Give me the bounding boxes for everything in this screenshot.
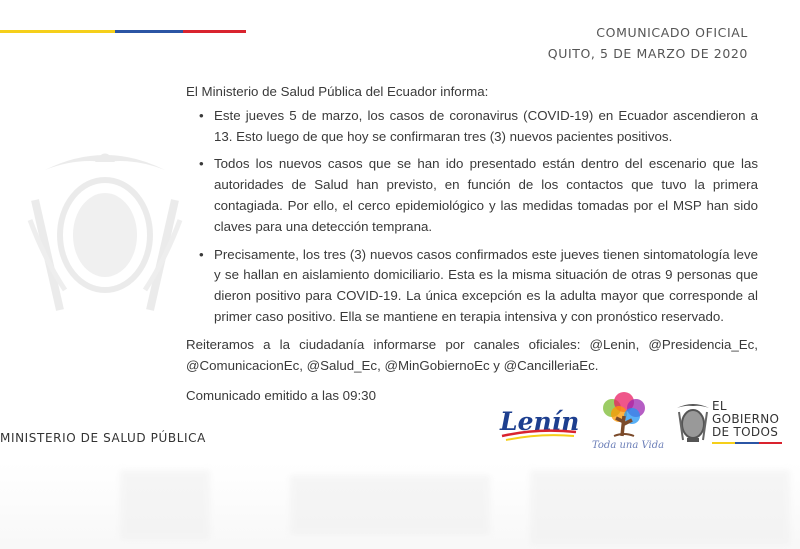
intro-text: El Ministerio de Salud Pública del Ecuador informa: xyxy=(186,84,489,99)
lenin-logo-text: Lenín xyxy=(500,407,580,436)
blurred-region xyxy=(530,470,790,545)
toda-una-vida-text: Toda una Vida xyxy=(592,440,665,451)
bullet-item: • Precisamente, los tres (3) nuevos casos confirmados este jueves tienen sintomatología leve y se hallan en aislamiento domiciliario. Esta es la misma situación de otras 9 personas que dieron positivo para COVID-19. La única excepción es la adulta mayor que corresponde al primer caso positivo. Ella se mantiene en terapia intensiva y con pronóstico reservado. xyxy=(186,245,758,328)
communique-body xyxy=(186,82,758,407)
coat-of-arms-icon xyxy=(25,140,185,320)
gob-flag-red xyxy=(759,442,782,444)
gob-line-2: GOBIERNO xyxy=(712,412,780,426)
flag-yellow xyxy=(0,30,115,33)
gob-line-1: EL xyxy=(712,399,727,413)
document-title: COMUNICADO OFICIAL xyxy=(596,25,748,40)
flag-blue xyxy=(115,30,183,33)
gob-flag-blue xyxy=(735,442,758,444)
blurred-region xyxy=(290,475,490,535)
gobierno-de-todos-logo xyxy=(712,400,779,439)
lenin-logo xyxy=(498,402,580,444)
bullet-item: • Este jueves 5 de marzo, los casos de coronavirus (COVID-19) en Ecuador ascendieron a 13. Esto luego de que hoy se confirmaran tres (3) nuevos pacientes positivos. xyxy=(186,106,758,148)
tree-of-life-icon xyxy=(594,392,656,442)
flag-stripe xyxy=(0,30,246,33)
gob-flag-stripe xyxy=(712,442,782,444)
ministry-name: MINISTERIO DE SALUD PÚBLICA xyxy=(0,431,206,445)
document-header xyxy=(548,22,748,64)
ecuador-seal-icon xyxy=(675,400,711,444)
gob-line-3: DE TODOS xyxy=(712,425,779,439)
document-date: QUITO, 5 DE MARZO DE 2020 xyxy=(547,46,748,61)
flag-red xyxy=(183,30,246,33)
gob-flag-yellow xyxy=(712,442,735,444)
closing-text: Reiteramos a la ciudadanía informarse por canales oficiales: @Lenin, @Presidencia_Ec, @ComunicacionEc, @Salud_Ec, @MinGobiernoEc y @CancilleriaEc. xyxy=(186,336,758,373)
time-note: Comunicado emitido a las 09:30 xyxy=(186,388,376,404)
blurred-region xyxy=(120,470,210,540)
bullet-item: • Todos los nuevos casos que se han ido presentado están dentro del escenario que las autoridades de Salud han previsto, en función de los contactos que tuvo la primera contagiada. Por ello, el cerco epidemiológico y las medidas tomadas por el MSP han sido claves para una detección temprana. xyxy=(186,154,758,237)
bullet-list xyxy=(186,106,758,328)
